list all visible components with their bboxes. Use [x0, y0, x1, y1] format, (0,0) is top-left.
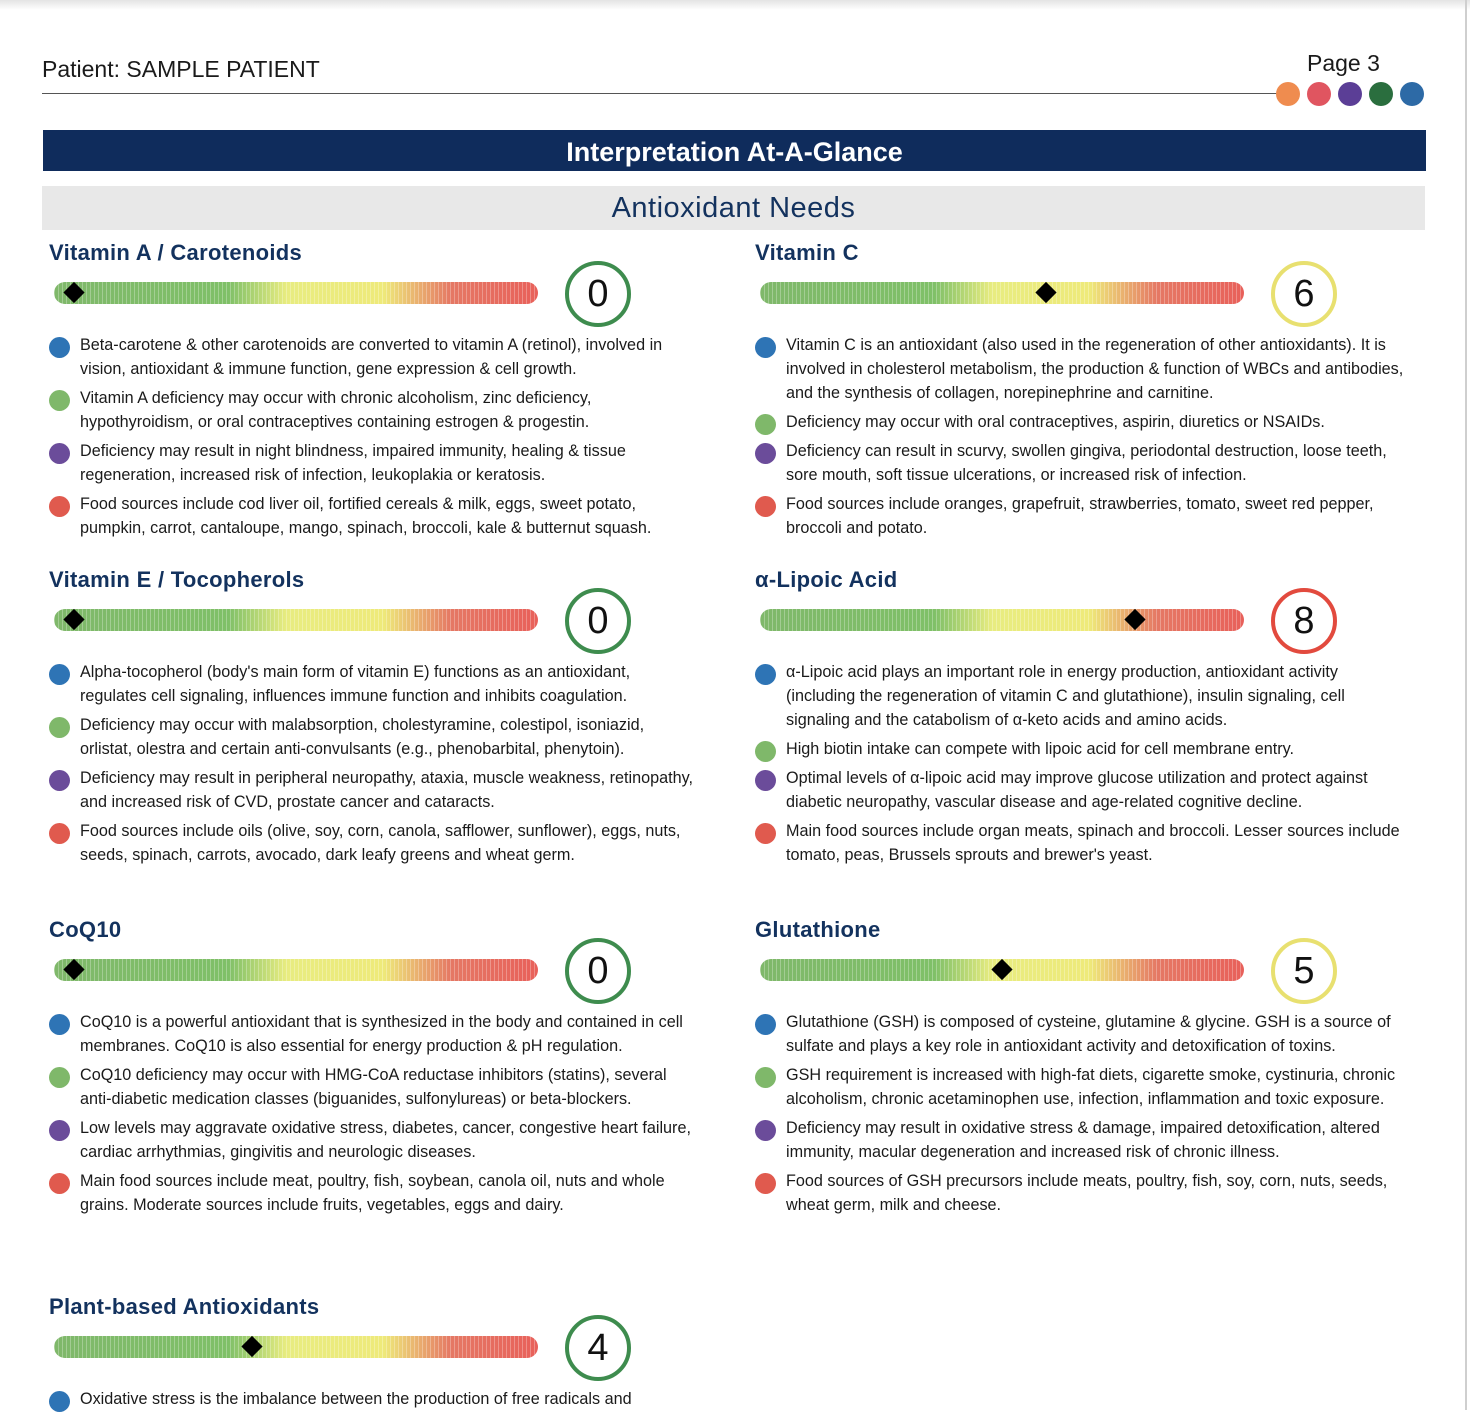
section-title: α-Lipoic Acid	[755, 567, 898, 592]
bullet-dot-icon	[49, 496, 70, 517]
bullet-dot-icon	[49, 1067, 70, 1088]
section-title: CoQ10	[49, 917, 122, 942]
risk-gauge-bar	[54, 282, 538, 304]
bullet-text: Alpha-tocopherol (body's main form of vitamin E) functions as an antioxidant, regulates cell signaling, influences immune function and inhibits coagulation.	[80, 663, 631, 705]
bullet-item	[755, 1116, 1405, 1164]
bullet-text: Glutathione (GSH) is composed of cysteine, glutamine & glycine. GSH is a source of sulfate and plays a key role in antioxidant activity and detoxification of toxins.	[786, 1013, 1391, 1055]
section-heading-banner: Antioxidant Needs	[42, 186, 1425, 230]
bullet-dot-icon	[755, 496, 776, 517]
gauge-marker	[63, 282, 84, 303]
section-title: Vitamin A / Carotenoids	[49, 240, 303, 265]
bullet-item	[49, 386, 699, 434]
bullet-item	[755, 410, 1405, 434]
bullet-text: Main food sources include meat, poultry, fish, soybean, canola oil, nuts and whole grains. Moderate sources include fruits, vegetables, eggs and dairy.	[80, 1172, 665, 1214]
bullet-text: Optimal levels of α-lipoic acid may improve glucose utilization and protect against diabetic neuropathy, vascular disease and age-related cognitive decline.	[786, 769, 1368, 811]
score-circle: 5	[1271, 938, 1337, 1004]
gauge-marker	[63, 959, 84, 980]
header-dot	[1338, 82, 1362, 106]
section-title: Vitamin C	[755, 240, 859, 265]
bullet-item	[49, 1116, 699, 1164]
bullet-item	[49, 1169, 699, 1217]
bullet-item	[49, 660, 699, 708]
risk-gauge-bar	[54, 959, 538, 981]
bullet-item	[755, 819, 1405, 867]
bullet-text: Food sources include oranges, grapefruit, strawberries, tomato, sweet red pepper, broccoli and potato.	[786, 495, 1374, 537]
bullet-dot-icon	[755, 337, 776, 358]
bullet-item	[755, 1063, 1405, 1111]
section-title: Plant-based Antioxidants	[49, 1294, 320, 1319]
header-dot	[1276, 82, 1300, 106]
bullet-item	[755, 660, 1405, 732]
bullet-text: CoQ10 is a powerful antioxidant that is synthesized in the body and contained in cell membranes. CoQ10 is also essential for energy production & pH regulation.	[80, 1013, 683, 1055]
bullet-item	[49, 713, 699, 761]
bullet-text: Food sources of GSH precursors include meats, poultry, fish, soy, corn, nuts, seeds, wheat germ, milk and cheese.	[786, 1172, 1388, 1214]
bullet-text: Deficiency may result in peripheral neuropathy, ataxia, muscle weakness, retinopathy, and increased risk of CVD, prostate cancer and cataracts.	[80, 769, 694, 811]
bullet-text: High biotin intake can compete with lipoic acid for cell membrane entry.	[786, 740, 1295, 758]
bullet-dot-icon	[49, 443, 70, 464]
gauge-marker	[1036, 282, 1057, 303]
bullet-text: Oxidative stress is the imbalance between the production of free radicals and	[80, 1390, 632, 1408]
bullet-text: Main food sources include organ meats, spinach and broccoli. Lesser sources include tomato, peas, Brussels sprouts and brewer's yeast.	[786, 822, 1400, 864]
bullet-dot-icon	[755, 770, 776, 791]
bullet-text: GSH requirement is increased with high-fat diets, cigarette smoke, cystinuria, chronic alcoholism, chronic acetaminophen use, infection, inflammation and toxic exposure.	[786, 1066, 1396, 1108]
gauge-marker	[241, 1336, 262, 1357]
page-title-banner: Interpretation At-A-Glance	[43, 130, 1426, 171]
bullet-text: Low levels may aggravate oxidative stress, diabetes, cancer, congestive heart failure, cardiac arrhythmias, gingivitis and neurologic diseases.	[80, 1119, 691, 1161]
bullet-list	[49, 1387, 699, 1416]
bullet-dot-icon	[49, 1120, 70, 1141]
bullet-text: α-Lipoic acid plays an important role in energy production, antioxidant activity (including the regeneration of vitamin C and glutathione), insulin signaling, cell signaling and the catabolism of α-keto acids and amino acids.	[786, 663, 1345, 729]
header-dot	[1307, 82, 1331, 106]
risk-gauge-bar	[54, 609, 538, 631]
bullet-list	[755, 660, 1405, 872]
page-number: Page 3	[1307, 50, 1380, 76]
section-title: Glutathione	[755, 917, 881, 942]
bullet-list	[755, 1010, 1405, 1222]
bullet-dot-icon	[49, 823, 70, 844]
bullet-list	[49, 660, 699, 872]
bullet-dot-icon	[755, 1014, 776, 1035]
gauge-marker	[1125, 609, 1146, 630]
patient-name: Patient: SAMPLE PATIENT	[42, 56, 320, 82]
bullet-dot-icon	[49, 664, 70, 685]
risk-gauge-bar	[760, 282, 1244, 304]
bullet-text: Deficiency can result in scurvy, swollen gingiva, periodontal destruction, loose teeth, sore mouth, soft tissue ulcerations, or increased risk of infection.	[786, 442, 1387, 484]
header-dot	[1369, 82, 1393, 106]
bullet-dot-icon	[49, 337, 70, 358]
bullet-dot-icon	[755, 1173, 776, 1194]
bullet-item	[49, 333, 699, 381]
bullet-dot-icon	[755, 1067, 776, 1088]
bullet-item	[755, 439, 1405, 487]
header-dots	[1276, 82, 1424, 106]
bullet-list	[49, 1010, 699, 1222]
bullet-text: Deficiency may result in oxidative stress & damage, impaired detoxification, altered immunity, macular degeneration and increased risk of chronic illness.	[786, 1119, 1380, 1161]
bullet-item	[49, 492, 699, 540]
bullet-text: Deficiency may occur with malabsorption, cholestyramine, colestipol, isoniazid, orlistat, olestra and certain anti-convulsants (e.g., phenobarbital, phenytoin).	[80, 716, 645, 758]
bullet-text: Food sources include oils (olive, soy, corn, canola, safflower, sunflower), eggs, nuts, seeds, spinach, carrots, avocado, dark leafy greens and wheat germ.	[80, 822, 681, 864]
bullet-text: Vitamin C is an antioxidant (also used in the regeneration of other antioxidants). It is involved in cholesterol metabolism, the production & function of WBCs and antibodies, and the synthesis of collagen, norepinephrine and carnitine.	[786, 336, 1404, 402]
risk-gauge-bar	[760, 609, 1244, 631]
bullet-dot-icon	[49, 1173, 70, 1194]
bullet-item	[755, 333, 1405, 405]
bullet-item	[49, 766, 699, 814]
bullet-dot-icon	[49, 390, 70, 411]
risk-gauge-bar	[54, 1336, 538, 1358]
bullet-list	[755, 333, 1405, 545]
bullet-item	[755, 1169, 1405, 1217]
header-rule	[42, 93, 1282, 94]
bullet-text: Vitamin A deficiency may occur with chronic alcoholism, zinc deficiency, hypothyroidism, or oral contraceptives containing estrogen & progestin.	[80, 389, 592, 431]
bullet-text: Food sources include cod liver oil, fortified cereals & milk, eggs, sweet potato, pumpkin, carrot, cantaloupe, mango, spinach, broccoli, kale & butternut squash.	[80, 495, 652, 537]
bullet-item	[49, 819, 699, 867]
score-circle: 0	[565, 588, 631, 654]
page-edge	[1465, 0, 1467, 1410]
bullet-text: Beta-carotene & other carotenoids are converted to vitamin A (retinol), involved in vision, antioxidant & immune function, gene expression & cell growth.	[80, 336, 663, 378]
bullet-dot-icon	[755, 741, 776, 762]
bullet-item	[755, 737, 1405, 761]
bullet-item	[755, 492, 1405, 540]
bullet-dot-icon	[755, 823, 776, 844]
bullet-dot-icon	[49, 770, 70, 791]
top-shadow	[0, 0, 1470, 10]
bullet-text: CoQ10 deficiency may occur with HMG-CoA reductase inhibitors (statins), several anti-diabetic medication classes (biguanides, sulfonylureas) or beta-blockers.	[80, 1066, 667, 1108]
bullet-dot-icon	[49, 1014, 70, 1035]
bullet-dot-icon	[755, 1120, 776, 1141]
score-circle: 0	[565, 261, 631, 327]
section-title: Vitamin E / Tocopherols	[49, 567, 305, 592]
bullet-item	[755, 766, 1405, 814]
bullet-dot-icon	[755, 414, 776, 435]
bullet-item	[49, 439, 699, 487]
bullet-dot-icon	[755, 443, 776, 464]
bullet-item	[49, 1010, 699, 1058]
bullet-text: Deficiency may result in night blindness, impaired immunity, healing & tissue regeneration, increased risk of infection, leukoplakia or keratosis.	[80, 442, 626, 484]
bullet-dot-icon	[49, 1391, 70, 1412]
bullet-item	[49, 1063, 699, 1111]
risk-gauge-bar	[760, 959, 1244, 981]
bullet-text: Deficiency may occur with oral contraceptives, aspirin, diuretics or NSAIDs.	[786, 413, 1325, 431]
gauge-marker	[63, 609, 84, 630]
gauge-marker	[991, 959, 1012, 980]
bullet-item	[49, 1387, 699, 1411]
score-circle: 6	[1271, 261, 1337, 327]
bullet-dot-icon	[49, 717, 70, 738]
score-circle: 4	[565, 1315, 631, 1381]
bullet-dot-icon	[755, 664, 776, 685]
bullet-list	[49, 333, 699, 545]
bullet-item	[755, 1010, 1405, 1058]
score-circle: 8	[1271, 588, 1337, 654]
score-circle: 0	[565, 938, 631, 1004]
header-dot	[1400, 82, 1424, 106]
